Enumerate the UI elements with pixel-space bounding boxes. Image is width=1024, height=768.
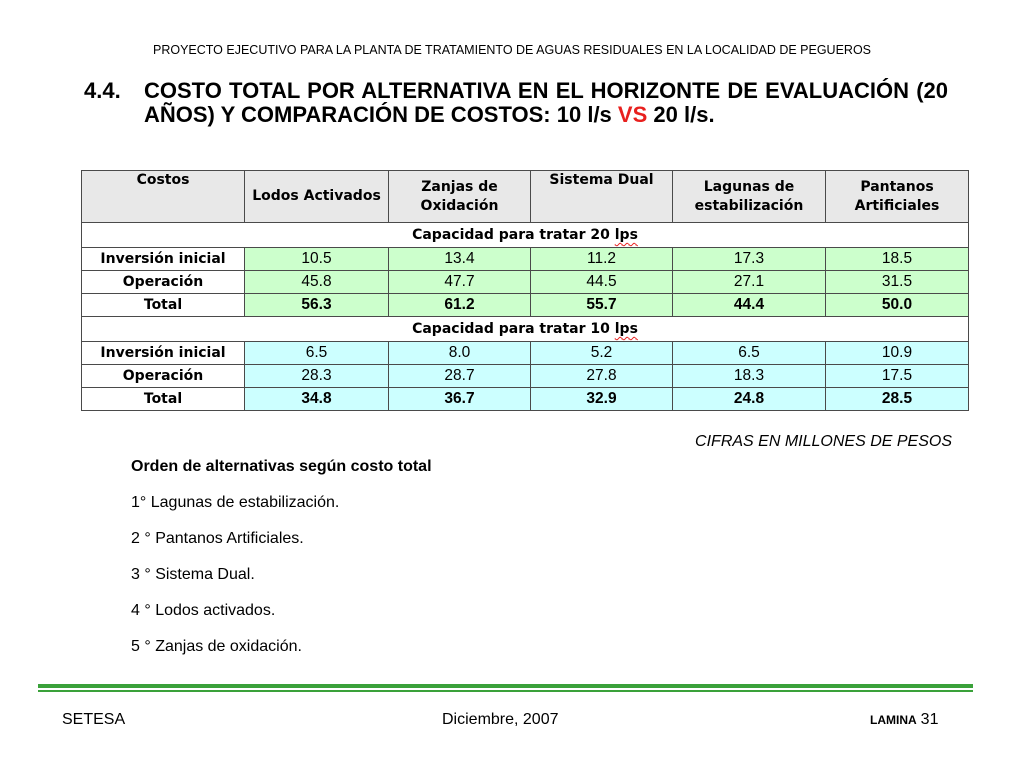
table-cell: 5.2 <box>531 342 673 365</box>
row-label: Operación <box>82 271 245 294</box>
cost-comparison-table <box>81 170 969 411</box>
section-title <box>84 79 948 127</box>
units-note: CIFRAS EN MILLONES DE PESOS <box>695 433 952 450</box>
row-label: Inversión inicial <box>82 248 245 271</box>
table-cell: 31.5 <box>826 271 969 294</box>
table-cell: 17.3 <box>673 248 826 271</box>
table-cell: 18.5 <box>826 248 969 271</box>
table-cell: 24.8 <box>673 388 826 411</box>
table-cell: 17.5 <box>826 365 969 388</box>
table-cell: 36.7 <box>389 388 531 411</box>
table-cell: 6.5 <box>673 342 826 365</box>
table-cell: 27.1 <box>673 271 826 294</box>
document-header: PROYECTO EJECUTIVO PARA LA PLANTA DE TRATAMIENTO DE AGUAS RESIDUALES EN LA LOCALIDAD DE PEGUEROS <box>152 43 872 57</box>
footer-divider <box>38 684 973 688</box>
footer-sheet <box>870 711 938 729</box>
col-header-lodos: Lodos Activados <box>245 171 389 223</box>
title-tail: 20 l/s. <box>653 102 715 127</box>
table-cell: 56.3 <box>245 294 389 317</box>
table-row <box>82 271 969 294</box>
list-item: 1° Lagunas de estabilización. <box>131 494 340 511</box>
lamina-label: LAMINA <box>870 713 917 727</box>
list-item: 5 ° Zanjas de oxidación. <box>131 638 302 655</box>
ranking-heading: Orden de alternativas según costo total <box>131 458 432 475</box>
list-item: 2 ° Pantanos Artificiales. <box>131 530 304 547</box>
col-header-pantanos: Pantanos Artificiales <box>826 171 969 223</box>
row-label: Inversión inicial <box>82 342 245 365</box>
page-number: 31 <box>920 711 939 728</box>
table-cell: 44.4 <box>673 294 826 317</box>
title-main: COSTO TOTAL POR ALTERNATIVA EN EL HORIZONTE DE EVALUACIÓN (20 AÑOS) Y COMPARACIÓN DE COSTOS: 10 l/s <box>144 78 948 127</box>
table-row <box>82 388 969 411</box>
table-cell: 61.2 <box>389 294 531 317</box>
spellcheck-word: lps <box>614 227 638 243</box>
table-cell: 10.5 <box>245 248 389 271</box>
spellcheck-word: lps <box>614 321 638 337</box>
section-title-10lps: Capacidad para tratar 10 lps <box>82 317 969 342</box>
row-label: Total <box>82 294 245 317</box>
table-cell: 55.7 <box>531 294 673 317</box>
table-row <box>82 294 969 317</box>
table-cell: 34.8 <box>245 388 389 411</box>
ranking-list <box>131 457 432 673</box>
row-label: Operación <box>82 365 245 388</box>
row-label: Total <box>82 388 245 411</box>
table-cell: 44.5 <box>531 271 673 294</box>
footer-divider-thin <box>38 690 973 692</box>
section-row-20lps <box>82 223 969 248</box>
table-cell: 6.5 <box>245 342 389 365</box>
section-number: 4.4. <box>84 78 121 103</box>
section-title-text <box>144 79 948 127</box>
table-cell: 28.7 <box>389 365 531 388</box>
table-cell: 28.5 <box>826 388 969 411</box>
table-row <box>82 248 969 271</box>
title-vs: VS <box>617 102 648 127</box>
col-header-lagunas: Lagunas de estabilización <box>673 171 826 223</box>
list-item: 4 ° Lodos activados. <box>131 602 276 619</box>
table-cell: 32.9 <box>531 388 673 411</box>
section-title-20lps: Capacidad para tratar 20 lps <box>82 223 969 248</box>
table-cell: 8.0 <box>389 342 531 365</box>
table-cell: 11.2 <box>531 248 673 271</box>
table-cell: 28.3 <box>245 365 389 388</box>
table-cell: 18.3 <box>673 365 826 388</box>
footer-date: Diciembre, 2007 <box>442 711 559 728</box>
table-cell: 45.8 <box>245 271 389 294</box>
table-cell: 13.4 <box>389 248 531 271</box>
table-cell: 10.9 <box>826 342 969 365</box>
table-cell: 27.8 <box>531 365 673 388</box>
table-cell: 50.0 <box>826 294 969 317</box>
table-row <box>82 342 969 365</box>
section-row-10lps <box>82 317 969 342</box>
footer-company: SETESA <box>62 711 126 728</box>
list-item: 3 ° Sistema Dual. <box>131 566 255 583</box>
col-header-zanjas: Zanjas de Oxidación <box>389 171 531 223</box>
table-header-row <box>82 171 969 223</box>
col-header-dual: Sistema Dual <box>531 171 673 223</box>
table-row <box>82 365 969 388</box>
table-cell: 47.7 <box>389 271 531 294</box>
col-header-costos: Costos <box>82 171 245 223</box>
